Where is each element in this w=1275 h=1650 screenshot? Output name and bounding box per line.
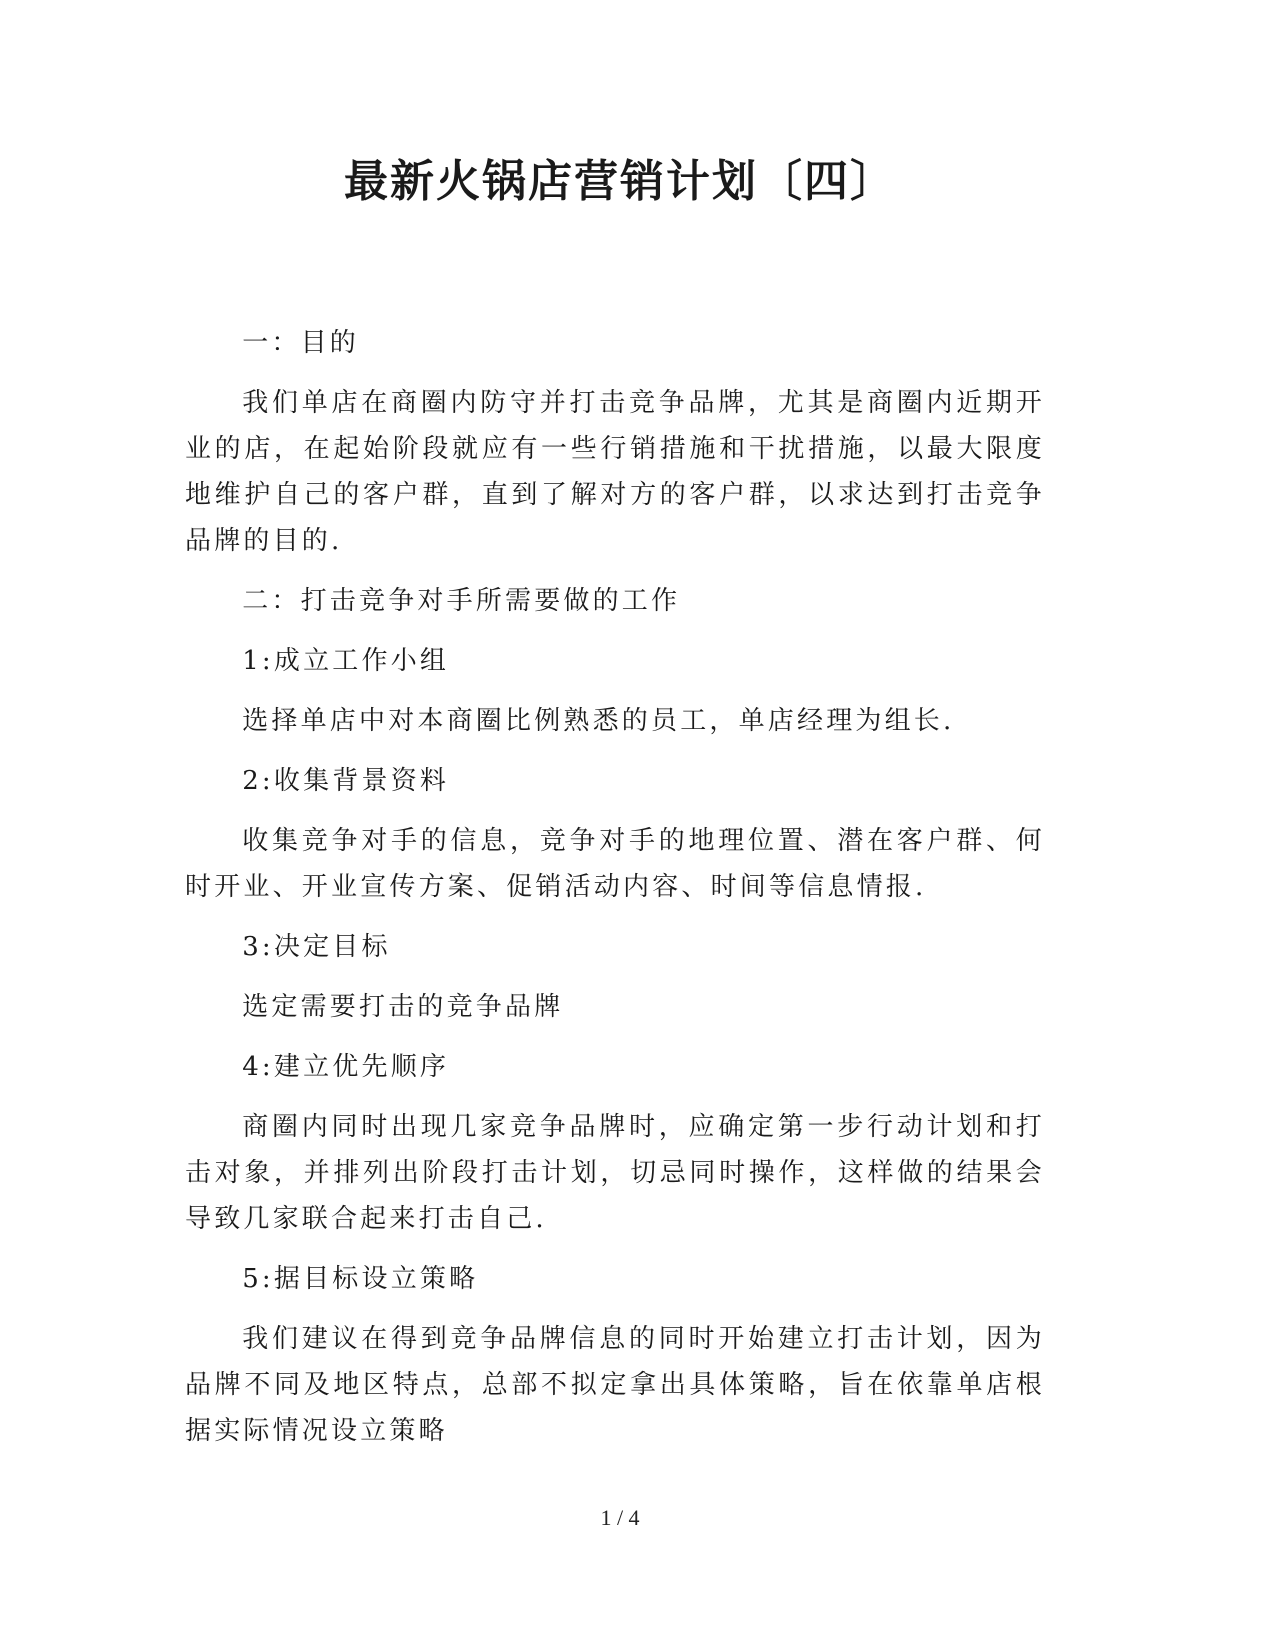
paragraph-step-4: 商圈内同时出现几家竞争品牌时，应确定第一步行动计划和打击对象，并排列出阶段打击计划，切忌同时操作，这样做的结果会导致几家联合起来打击自己. xyxy=(185,1112,1045,1234)
paragraph-step-5: 我们建议在得到竞争品牌信息的同时开始建立打击计划，因为品牌不同及地区特点，总部不拟定拿出具体策略，旨在依靠单店根据实际情况设立策略 xyxy=(185,1324,1045,1446)
section-heading-work: 二：打击竞争对手所需要做的工作 xyxy=(242,586,681,616)
step-heading-1: 1:成立工作小组 xyxy=(242,646,450,676)
step-text-3: 选定需要打击的竞争品牌 xyxy=(242,992,564,1022)
section-heading-purpose: 一：目的 xyxy=(242,328,359,358)
step-text-1: 选择单店中对本商圈比例熟悉的员工，单店经理为组长. xyxy=(242,706,955,736)
step-heading-2: 2:收集背景资料 xyxy=(242,766,450,796)
step-heading-3: 3:决定目标 xyxy=(242,932,391,962)
document-body xyxy=(185,320,1045,1468)
paragraph-step-2: 收集竞争对手的信息，竞争对手的地理位置、潜在客户群、何时开业、开业宣传方案、促销活动内容、时间等信息情报. xyxy=(185,826,1045,902)
step-heading-5: 5:据目标设立策略 xyxy=(242,1264,479,1294)
document-title: 最新火锅店营销计划〔四〕 xyxy=(344,156,896,207)
step-heading-4: 4:建立优先顺序 xyxy=(242,1052,450,1082)
paragraph-purpose: 我们单店在商圈内防守并打击竞争品牌，尤其是商圈内近期开业的店，在起始阶段就应有一些行销措施和干扰措施，以最大限度地维护自己的客户群，直到了解对方的客户群，以求达到打击竞争品牌的目的. xyxy=(185,388,1045,556)
page-number: 1 / 4 xyxy=(600,1505,640,1530)
